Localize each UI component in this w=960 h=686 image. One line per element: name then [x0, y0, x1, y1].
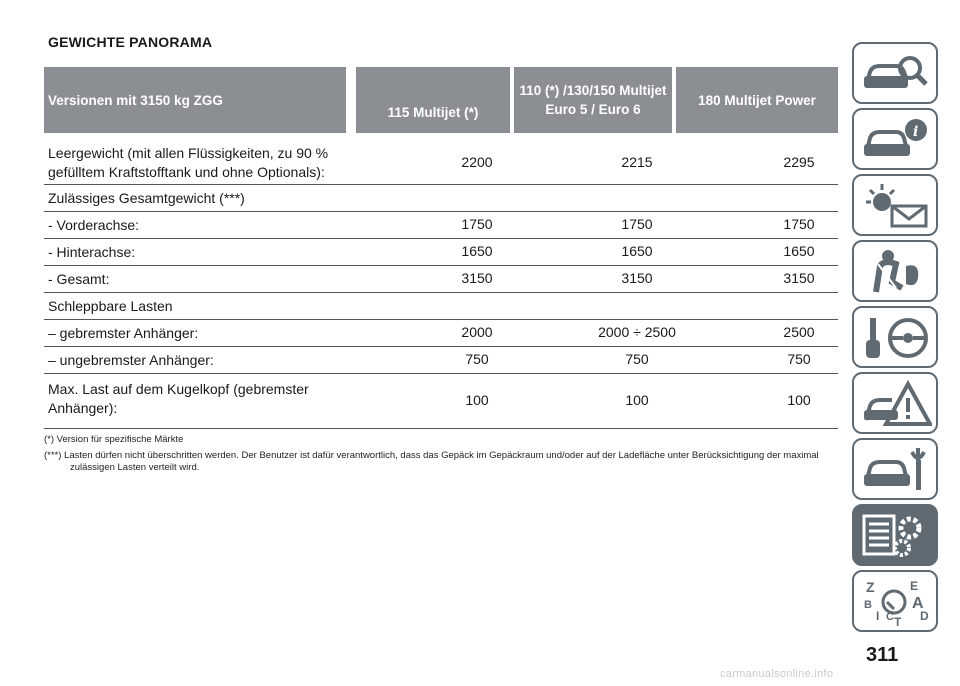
table-row	[44, 374, 838, 429]
header-180-multijet: 180 Multijet Power	[676, 67, 838, 133]
cell-value: 2000 ÷ 2500	[598, 324, 676, 340]
cell-value: 2500	[783, 324, 815, 340]
tab-start-drive[interactable]	[852, 306, 938, 368]
cell-value: 3150	[621, 270, 653, 286]
header-115-multijet: 115 Multijet (*)	[356, 67, 510, 133]
cell-value: 750	[625, 351, 649, 367]
table-row	[44, 239, 838, 266]
cell-value: 3150	[783, 270, 815, 286]
seatbelt-airbag-icon	[862, 248, 932, 296]
row-label: - Hinterachse:	[48, 244, 136, 260]
tab-car-search[interactable]	[852, 42, 938, 104]
svg-text:i: i	[913, 124, 919, 140]
cell-value: 750	[787, 351, 811, 367]
page-title: GEWICHTE PANORAMA	[48, 34, 213, 50]
cell-value: 1650	[461, 243, 493, 259]
cell-value: 100	[625, 392, 649, 408]
cell-value: 2200	[461, 154, 493, 170]
cell-value: 3150	[461, 270, 493, 286]
car-search-icon	[862, 50, 932, 98]
svg-text:T: T	[894, 615, 902, 626]
svg-text:B: B	[864, 599, 872, 611]
alphabetical-index-icon	[862, 578, 932, 626]
table-row	[44, 212, 838, 239]
tab-emergency[interactable]	[852, 372, 938, 434]
row-label: - Gesamt:	[48, 271, 110, 287]
table-row	[44, 293, 838, 320]
table-row	[44, 140, 838, 185]
svg-text:D: D	[920, 609, 929, 623]
warning-light-message-icon	[862, 182, 932, 230]
svg-text:Z: Z	[866, 579, 875, 595]
car-info-icon	[862, 116, 932, 164]
svg-text:A: A	[912, 595, 924, 612]
cell-value: 1750	[621, 216, 653, 232]
header-versions: Versionen mit 3150 kg ZGG	[44, 67, 346, 133]
row-label: Leergewicht (mit allen Flüssigkeiten, zu 90 % gefülltem Kraftstofftank und ohne Optionals):	[48, 145, 329, 180]
cell-value: 1750	[461, 216, 493, 232]
cell-value: 2215	[621, 154, 653, 170]
footnotes	[44, 434, 844, 474]
tab-car-info[interactable]	[852, 108, 938, 170]
row-label: – gebremster Anhänger:	[48, 325, 199, 341]
cell-value: 1750	[783, 216, 815, 232]
cell-value: 750	[465, 351, 489, 367]
row-label: Zulässiges Gesamtgewicht (***)	[48, 190, 245, 206]
technical-data-icon	[862, 512, 932, 560]
tab-index[interactable]	[852, 570, 938, 632]
watermark: carmanualsonline.info	[720, 668, 834, 680]
breakdown-warning-icon	[862, 380, 932, 428]
table-row	[44, 320, 838, 347]
tab-safety[interactable]	[852, 240, 938, 302]
tab-service[interactable]	[852, 438, 938, 500]
tab-technical-data[interactable]	[852, 504, 938, 566]
cell-value: 100	[787, 392, 811, 408]
svg-text:E: E	[910, 579, 919, 593]
cell-value: 100	[465, 392, 489, 408]
key-steering-wheel-icon	[862, 314, 932, 362]
cell-value: 2295	[783, 154, 815, 170]
tab-warning-lights[interactable]	[852, 174, 938, 236]
footnote-version: (*) Version für spezifische Märkte	[44, 434, 184, 445]
table-row	[44, 266, 838, 293]
footnote-loads: (***) Lasten dürfen nicht überschritten werden. Der Benutzer ist dafür verantwortlich, dass das Gepäck im Gepäckraum und/oder auf der Ladefläche unter Berücksichtigung der maximal zulässigen Lasten verteilt wird.	[44, 450, 819, 473]
cell-value: 2000	[461, 324, 493, 340]
row-label: – ungebremster Anhänger:	[48, 352, 214, 368]
row-label: - Vorderachse:	[48, 217, 140, 233]
svg-text:C: C	[886, 611, 894, 623]
table-row	[44, 185, 838, 212]
svg-text:I: I	[876, 609, 880, 623]
page-number: 311	[866, 644, 899, 666]
cell-value: 1650	[621, 243, 653, 259]
cell-value: 1650	[783, 243, 815, 259]
row-label: Schleppbare Lasten	[48, 298, 173, 314]
row-label: Max. Last auf dem Kugelkopf (gebremster Anhänger):	[48, 381, 309, 416]
table-row	[44, 347, 838, 374]
header-110-130-150: 110 (*) /130/150 Multijet Euro 5 / Euro 6	[514, 67, 672, 133]
car-service-icon	[862, 446, 932, 494]
